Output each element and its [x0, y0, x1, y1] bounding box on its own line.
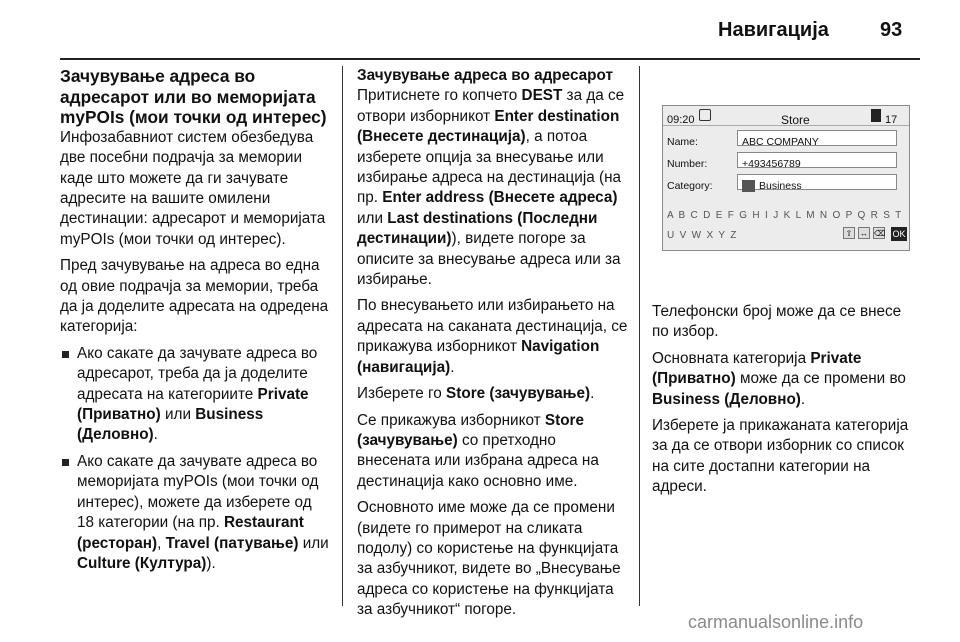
watermark: carmanualsonline.info: [688, 612, 864, 632]
screen-time: 09:20: [667, 114, 695, 126]
column-2: [357, 66, 631, 627]
arrows-icon: ↔: [860, 229, 868, 238]
page-header: [0, 0, 960, 62]
paragraph: Основното име може да се промени (видете го примерот на сликата подолу) со користење на функцијата за азбучникот, видете во „Внесување адреса со користење на функцијата за азбучникот“ погоре.: [357, 499, 621, 619]
column-3: [652, 66, 922, 504]
column-divider: [639, 66, 640, 606]
bullet-list: [60, 344, 332, 574]
thermometer-icon: [871, 109, 881, 122]
paragraph: Телефонски број може да се внесе по избор.: [652, 303, 902, 341]
backspace-icon: ⌫: [874, 229, 886, 238]
paragraph: Основната категорија Private (Приватно) може да се промени во Business (Деловно).: [652, 349, 906, 408]
screen-status-bar: [663, 106, 909, 126]
list-item: Ако сакате да зачувате адреса во адресарот, треба да ја доделите адресата на категориите Private (Приватно) или Business (Деловно).: [60, 344, 332, 446]
screen-title: Store: [781, 113, 810, 127]
page-number: 93: [880, 19, 903, 41]
column-divider: [342, 66, 343, 606]
number-field: +493456789: [737, 152, 897, 168]
category-field: Business: [737, 174, 897, 190]
column-1: [60, 66, 332, 580]
page-title: Навигација: [718, 19, 829, 41]
paragraph: Инфозабавниот систем обезбедува две посебни подрачја за мемории каде што можете да ги зачувате адресите на вашите омилени дестинации: адресарот и меморијата myPOIs (мои точки од интерес).: [60, 128, 326, 248]
section-heading: Зачувување адреса во адресарот или во меморијата myPOIs (мои точки од интерес): [60, 66, 327, 128]
name-label: Name:: [667, 136, 698, 148]
store-screen: [662, 105, 910, 251]
paragraph: Изберете ја прикажаната категорија за да се отвори изборник со список на сите достапни категории на адреси.: [652, 417, 909, 496]
shift-icon: ⇧: [843, 227, 855, 239]
paragraph: По внесувањето или избирањето на адресата на саканата дестинација, се прикажува изборникот Navigation (навигација).: [357, 297, 628, 376]
paragraph: Пред зачувување на адреса во една од овие подрачја за мемории, треба да ја доделите адресата на одредена категорија:: [60, 257, 329, 336]
paragraph: Притиснете го копчето DEST за да се отвори изборникот Enter destination (Внесете дестинација), а потоа изберете опција за внесување или избирање адреса на дестинација (на пр. Enter address (Внесете адреса) или Last destinations (Последни дестинации)), видете погоре за описите за внесување адреса или за избирање.: [357, 87, 625, 289]
screen-controls: [843, 227, 885, 241]
paragraph: Изберете го Store (зачувување).: [357, 385, 595, 403]
screen-temperature: 17: [885, 114, 898, 126]
number-label: Number:: [667, 158, 708, 170]
list-item: Ако сакате да зачувате адреса во меморијата myPOIs (мои точки од интерес), можете да изберете од 18 категории (на пр. Restaurant (ресторан), Travel (патување) или Culture (Култура)).: [60, 452, 332, 574]
header-rule: [60, 58, 920, 60]
alphabet-row: A B C D E F G H I J K L M N O P Q R S T U V W X Y Z: [667, 210, 903, 242]
category-icon: [742, 180, 755, 192]
paragraph: Се прикажува изборникот Store (зачувување) со претходно внесената или избрана адреса на дестинација како основно име.: [357, 411, 599, 490]
store-screen-figure: [652, 69, 922, 294]
subheading: Зачувување адреса во адресарот: [357, 67, 613, 84]
clock-icon: [699, 109, 711, 121]
ok-key: OK: [892, 229, 906, 239]
category-label: Category:: [667, 180, 713, 192]
name-field: ABC COMPANY: [737, 130, 897, 146]
